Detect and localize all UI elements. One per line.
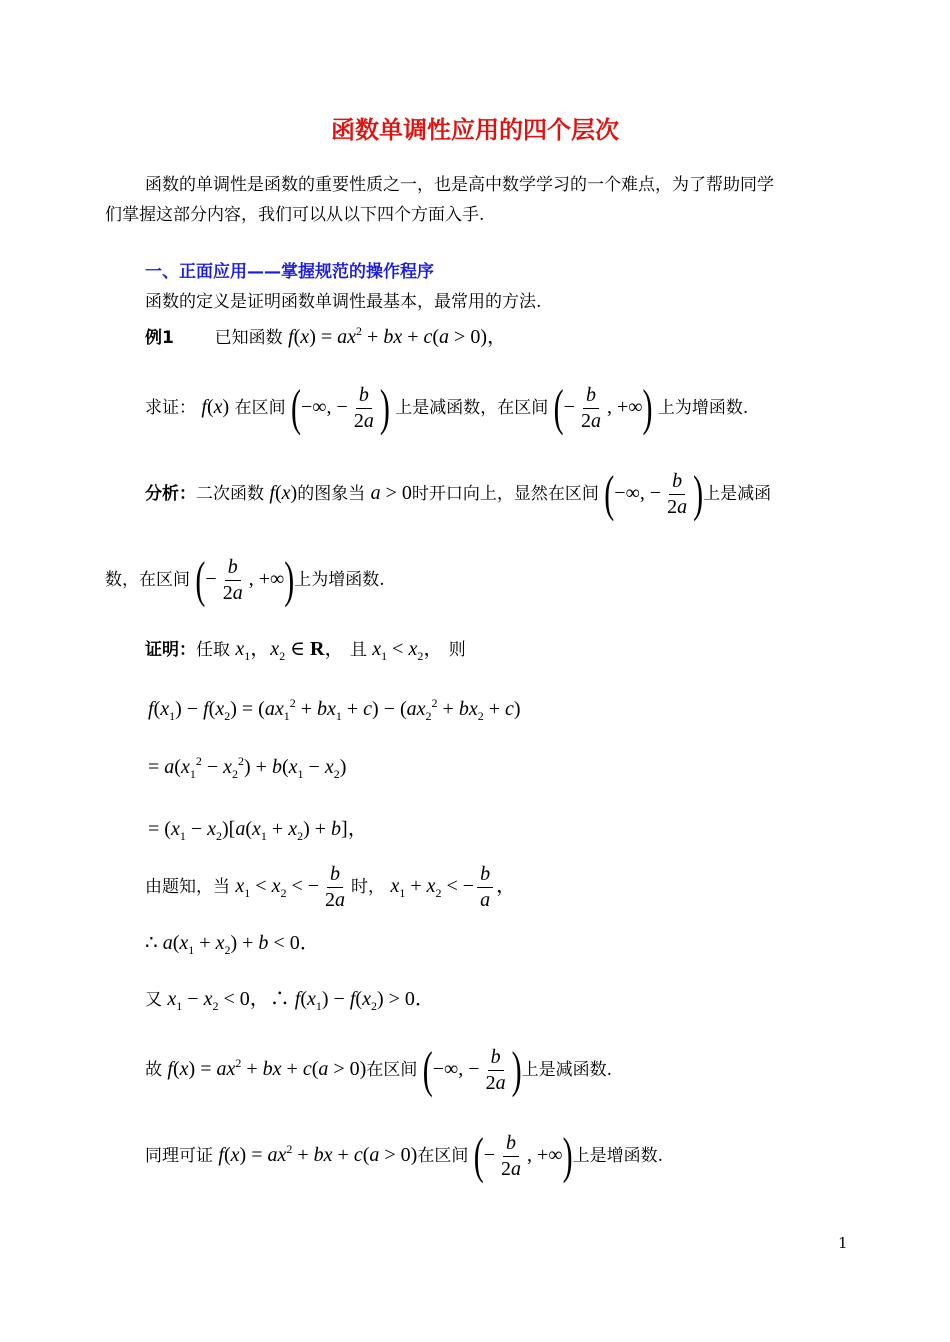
conclusion-increasing: 同理可证 $f(x) = ax^2$ + bx + c(a > 0)在区间 (− $\frac{b}{2a}$ , +∞)上是增函数. bbox=[145, 1127, 663, 1184]
analysis-text-6: 上为增函数. bbox=[294, 570, 385, 591]
analysis-line-2: 数，在区间 (− $\frac{b}{2a}$ , +∞)上为增函数. bbox=[105, 551, 385, 608]
inequality-line-2: 又 $x_1 - x_2 < 0$，∴ $f(x_1) - f(x_2) > 0$． bbox=[145, 988, 435, 1013]
derivation-when: 时， bbox=[351, 877, 386, 898]
intro-line-1: 函数的单调性是函数的重要性质之一，也是高中数学学习的一个难点，为了帮助同学 bbox=[145, 175, 774, 195]
page-title: 函数单调性应用的四个层次 bbox=[331, 116, 619, 144]
example-1-line bbox=[145, 320, 507, 349]
derivation-increasing: 上是增函数. bbox=[572, 1146, 663, 1167]
derivation-in-interval: 在区间 bbox=[366, 1060, 418, 1081]
analysis-text-5: 数，在区间 bbox=[105, 570, 190, 591]
function-definition: $f(x) = ax^2$ + bx + c(a > 0)， bbox=[288, 324, 507, 348]
inequality-line-1: ∴ $a(x_1 + x_2) + b < 0$． bbox=[145, 932, 320, 957]
proof-then: 则 bbox=[448, 640, 466, 660]
derivation-known: 由题知，当 bbox=[145, 877, 230, 898]
prove-decreasing: 上是减函数，在区间 bbox=[395, 398, 549, 419]
example-label: 例1 bbox=[145, 328, 174, 348]
analysis-text-1: 二次函数 bbox=[196, 484, 264, 505]
proof-label: 证明： bbox=[145, 640, 196, 660]
derivation-decreasing: 上是减函数. bbox=[521, 1060, 612, 1081]
prove-line: 求证： f(x) 在区间 (−∞, − $\frac{b}{2a}$ ) 上是减函数，在区间 (− $\frac{b}{2a}$ , +∞) 上为增函数. bbox=[145, 379, 749, 436]
condition-line: 由题知，当 $x_1 < x_2$ < − $\frac{b}{2a}$ 时， $x_1 + x_2$ < − $\frac{b}{a}$ ， bbox=[145, 863, 517, 911]
interval-decreasing: (−∞, − $\frac{b}{2a}$ ) bbox=[291, 379, 390, 436]
derivation-also: 又 bbox=[145, 990, 162, 1010]
interval-increasing: (− $\frac{b}{2a}$ , +∞) bbox=[553, 379, 653, 436]
section-1-text: 函数的定义是证明函数单调性最基本，最常用的方法. bbox=[145, 292, 542, 312]
equation-line-2: = $a(x_1^2 - x_2^2) + b(x_1 - x_2)$ bbox=[148, 754, 347, 781]
proof-take: 任取 bbox=[196, 640, 230, 660]
equation-line-1: $f(x_1) - f(x_2) = (ax_1^2 + bx_1 + c) - (ax_2^2 + bx_2 + c)$ bbox=[148, 696, 521, 723]
conclusion-decreasing: 故 $f(x) = ax^2$ + bx + c(a > 0)在区间 (−∞, − $\frac{b}{2a}$ )上是减函数. bbox=[145, 1041, 612, 1098]
prove-increasing: 上为增函数. bbox=[657, 398, 749, 419]
section-1-heading: 一、正面应用——掌握规范的操作程序 bbox=[145, 262, 434, 282]
analysis-text-2: 的图象当 bbox=[297, 484, 366, 505]
derivation-similarly: 同理可证 bbox=[145, 1146, 213, 1167]
derivation-therefore: 故 bbox=[145, 1060, 162, 1081]
page-number: 1 bbox=[838, 1234, 848, 1252]
proof-and: 且 bbox=[349, 640, 367, 660]
analysis-label: 分析： bbox=[145, 484, 196, 505]
analysis-text-3: 时开口向上，显然在区间 bbox=[411, 484, 599, 505]
derivation-in-interval-2: 在区间 bbox=[417, 1146, 469, 1167]
analysis-text-4: 上是减函 bbox=[703, 484, 772, 505]
proof-line: 证明：任取 $x_1$，$x_2$ ∈ R， 且 $x_1 < x_2$， 则 bbox=[145, 638, 466, 663]
intro-line-2: 们掌握这部分内容，我们可以从以下四个方面入手. bbox=[105, 205, 485, 225]
prove-label: 求证： bbox=[145, 398, 196, 419]
example-given: 已知函数 bbox=[214, 328, 283, 348]
analysis-line-1: 分析：二次函数 f(x)的图象当 a > 0时开口向上，显然在区间 (−∞, − $\frac{b}{2a}$ )上是减函 bbox=[145, 465, 772, 522]
equation-line-3: = $(x_1 - x_2)[a(x_1 + x_2) + b]$， bbox=[148, 818, 368, 843]
prove-in-interval: 在区间 bbox=[234, 398, 286, 419]
